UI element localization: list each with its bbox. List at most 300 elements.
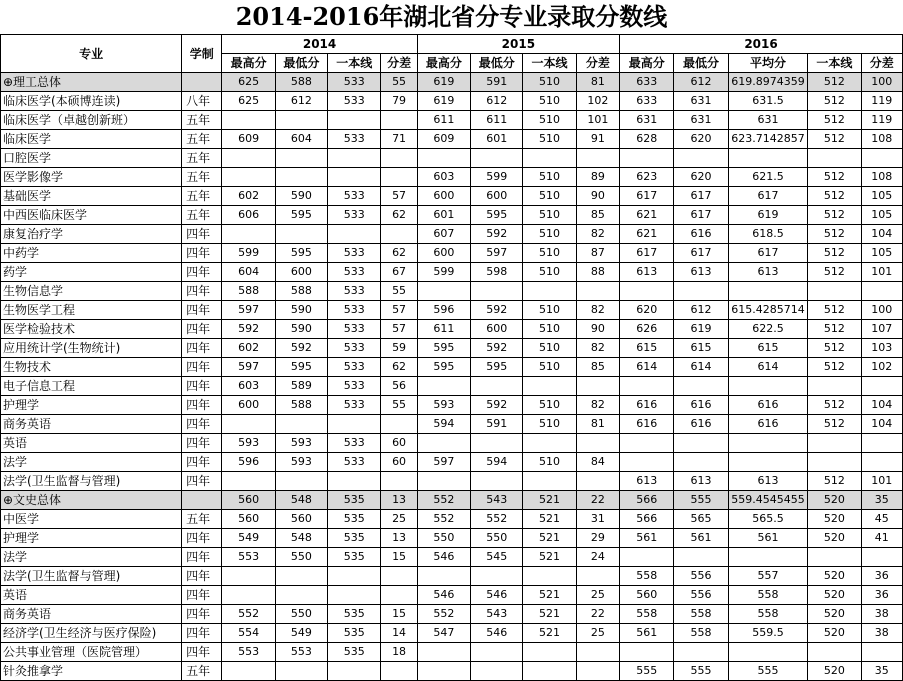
y16-min-cell <box>674 453 728 472</box>
y14-min-cell: 595 <box>275 358 327 377</box>
y14-min-cell: 588 <box>275 282 327 301</box>
y15-diff-cell: 84 <box>576 453 619 472</box>
y14-line-cell: 533 <box>328 206 381 225</box>
y15-max-cell: 546 <box>417 586 470 605</box>
y15-max-cell: 619 <box>417 92 470 111</box>
y15-max-cell: 595 <box>417 339 470 358</box>
y16-avg-cell: 613 <box>728 472 808 491</box>
y14-max-cell <box>222 567 275 586</box>
table-row <box>1 301 903 320</box>
y16-min-cell: 617 <box>674 206 728 225</box>
y14-max-cell: 549 <box>222 529 275 548</box>
y16-avg-cell: 631 <box>728 111 808 130</box>
y15-max-cell: 600 <box>417 187 470 206</box>
major-name-cell: 中药学 <box>1 244 182 263</box>
y15-min-cell <box>471 662 523 681</box>
y14-diff-cell: 55 <box>381 396 417 415</box>
y15-line-cell <box>523 434 576 453</box>
y16-line-cell: 512 <box>808 111 861 130</box>
y14-line-cell: 533 <box>328 244 381 263</box>
y16-avg-cell <box>728 453 808 472</box>
y15-min-cell: 597 <box>471 244 523 263</box>
y16-min-cell: 616 <box>674 415 728 434</box>
y14-line-cell <box>328 415 381 434</box>
y16-diff-cell: 101 <box>861 472 902 491</box>
y16-line-cell <box>808 434 861 453</box>
table-row <box>1 396 903 415</box>
y14-min-cell <box>275 168 327 187</box>
duration-cell: 四年 <box>182 320 222 339</box>
y16-min-cell: 631 <box>674 92 728 111</box>
y14-min-cell <box>275 149 327 168</box>
y16-avg-cell: 558 <box>728 586 808 605</box>
y14-line-cell: 535 <box>328 510 381 529</box>
y14-max-cell: 593 <box>222 434 275 453</box>
y14-line-cell: 533 <box>328 187 381 206</box>
y16-diff-cell: 35 <box>861 662 902 681</box>
major-name-cell: 护理学 <box>1 396 182 415</box>
y14-line-cell <box>328 567 381 586</box>
major-name-cell: 法学 <box>1 548 182 567</box>
y16-line-cell <box>808 453 861 472</box>
y15-line-cell <box>523 472 576 491</box>
major-name-cell: ⊕理工总体 <box>1 73 182 92</box>
major-name-cell: 口腔医学 <box>1 149 182 168</box>
y14-max-cell: 604 <box>222 263 275 282</box>
major-name-cell: 生物医学工程 <box>1 301 182 320</box>
y15-line-cell: 510 <box>523 244 576 263</box>
y16-max-cell <box>620 377 674 396</box>
y16-line-cell: 520 <box>808 510 861 529</box>
y16-min-cell <box>674 643 728 662</box>
y15-diff-cell: 88 <box>576 263 619 282</box>
y16-line-cell: 512 <box>808 320 861 339</box>
duration-cell: 五年 <box>182 149 222 168</box>
y15-max-cell: 596 <box>417 301 470 320</box>
table-row <box>1 320 903 339</box>
y15-diff-cell: 22 <box>576 491 619 510</box>
y15-min-cell <box>471 643 523 662</box>
y14-diff-cell: 60 <box>381 453 417 472</box>
y14-diff-cell: 15 <box>381 605 417 624</box>
y15-diff-cell: 25 <box>576 586 619 605</box>
y16-diff-cell: 108 <box>861 168 902 187</box>
y16-line-cell: 512 <box>808 225 861 244</box>
y15-diff-cell <box>576 149 619 168</box>
y15-diff-cell: 91 <box>576 130 619 149</box>
y15-max-cell: 611 <box>417 320 470 339</box>
y15-line-cell <box>523 149 576 168</box>
y16-diff-cell: 100 <box>861 301 902 320</box>
y16-max-cell: 566 <box>620 491 674 510</box>
y15-min-cell <box>471 149 523 168</box>
y14-diff-cell: 57 <box>381 187 417 206</box>
y16-max-cell: 558 <box>620 567 674 586</box>
y16-line-cell: 520 <box>808 662 861 681</box>
y16-avg-cell: 621.5 <box>728 168 808 187</box>
y16-diff-cell: 100 <box>861 73 902 92</box>
y14-max-cell <box>222 149 275 168</box>
y14-min-cell: 548 <box>275 529 327 548</box>
y14-diff-cell: 67 <box>381 263 417 282</box>
y15-diff-cell: 87 <box>576 244 619 263</box>
y16-diff-cell: 119 <box>861 92 902 111</box>
duration-cell: 四年 <box>182 263 222 282</box>
y16-max-cell: 623 <box>620 168 674 187</box>
y16-avg-cell <box>728 434 808 453</box>
y16-line-cell: 520 <box>808 491 861 510</box>
table-row <box>1 168 903 187</box>
y16-min-cell <box>674 548 728 567</box>
y16-line-cell: 512 <box>808 472 861 491</box>
y15-diff-cell <box>576 567 619 586</box>
summary-row <box>1 73 903 92</box>
header-duration: 学制 <box>182 35 222 73</box>
y14-diff-cell: 55 <box>381 282 417 301</box>
y16-min-cell: 555 <box>674 491 728 510</box>
y16-avg-cell: 565.5 <box>728 510 808 529</box>
y15-max-cell: 603 <box>417 168 470 187</box>
y15-min-cell <box>471 434 523 453</box>
y15-diff-cell <box>576 434 619 453</box>
y15-diff-cell <box>576 662 619 681</box>
major-name-cell: 临床医学 <box>1 130 182 149</box>
y14-min-cell: 590 <box>275 320 327 339</box>
y16-max-cell: 620 <box>620 301 674 320</box>
y14-min-cell: 590 <box>275 187 327 206</box>
subheader-2014-line: 一本线 <box>328 54 381 73</box>
y14-max-cell: 554 <box>222 624 275 643</box>
y15-line-cell: 521 <box>523 548 576 567</box>
duration-cell <box>182 491 222 510</box>
duration-cell: 五年 <box>182 111 222 130</box>
subheader-2014-max: 最高分 <box>222 54 275 73</box>
y14-line-cell <box>328 149 381 168</box>
y16-avg-cell: 615.4285714 <box>728 301 808 320</box>
y14-max-cell: 606 <box>222 206 275 225</box>
y16-max-cell: 613 <box>620 263 674 282</box>
y16-line-cell: 520 <box>808 605 861 624</box>
table-row <box>1 111 903 130</box>
y14-max-cell: 600 <box>222 396 275 415</box>
y14-max-cell <box>222 225 275 244</box>
y14-line-cell <box>328 168 381 187</box>
table-row <box>1 377 903 396</box>
y15-line-cell: 510 <box>523 225 576 244</box>
duration-cell: 四年 <box>182 453 222 472</box>
major-name-cell: 法学(卫生监督与管理) <box>1 472 182 491</box>
y15-max-cell: 593 <box>417 396 470 415</box>
y14-diff-cell: 18 <box>381 643 417 662</box>
y14-min-cell: 549 <box>275 624 327 643</box>
table-row <box>1 643 903 662</box>
y14-line-cell: 533 <box>328 282 381 301</box>
table-row <box>1 225 903 244</box>
summary-row <box>1 491 903 510</box>
y16-line-cell: 512 <box>808 168 861 187</box>
y16-line-cell: 512 <box>808 206 861 225</box>
y14-diff-cell: 62 <box>381 206 417 225</box>
y16-diff-cell <box>861 282 902 301</box>
y15-min-cell: 612 <box>471 92 523 111</box>
major-name-cell: 临床医学(本硕博连读) <box>1 92 182 111</box>
y16-avg-cell: 631.5 <box>728 92 808 111</box>
y15-line-cell: 521 <box>523 491 576 510</box>
y14-diff-cell <box>381 111 417 130</box>
y16-line-cell: 512 <box>808 244 861 263</box>
y14-min-cell <box>275 225 327 244</box>
y14-diff-cell: 55 <box>381 73 417 92</box>
y15-min-cell <box>471 472 523 491</box>
y15-line-cell: 510 <box>523 206 576 225</box>
y15-diff-cell: 29 <box>576 529 619 548</box>
y14-min-cell: 600 <box>275 263 327 282</box>
y14-diff-cell: 25 <box>381 510 417 529</box>
y15-diff-cell: 24 <box>576 548 619 567</box>
duration-cell: 四年 <box>182 377 222 396</box>
y16-max-cell: 621 <box>620 206 674 225</box>
y14-max-cell <box>222 662 275 681</box>
table-row <box>1 149 903 168</box>
y15-line-cell: 510 <box>523 396 576 415</box>
y14-line-cell: 533 <box>328 358 381 377</box>
y15-diff-cell: 82 <box>576 301 619 320</box>
y16-avg-cell <box>728 282 808 301</box>
y15-max-cell: 550 <box>417 529 470 548</box>
subheader-2014-min: 最低分 <box>275 54 327 73</box>
subheader-2016-line: 一本线 <box>808 54 861 73</box>
y16-min-cell: 616 <box>674 396 728 415</box>
y15-max-cell <box>417 567 470 586</box>
y16-max-cell: 614 <box>620 358 674 377</box>
duration-cell: 四年 <box>182 567 222 586</box>
y16-min-cell <box>674 282 728 301</box>
y16-max-cell <box>620 282 674 301</box>
y15-diff-cell: 81 <box>576 73 619 92</box>
major-name-cell: 公共事业管理（医院管理） <box>1 643 182 662</box>
duration-cell: 四年 <box>182 339 222 358</box>
y16-diff-cell: 102 <box>861 358 902 377</box>
y14-diff-cell: 57 <box>381 320 417 339</box>
y16-diff-cell: 45 <box>861 510 902 529</box>
y14-max-cell: 596 <box>222 453 275 472</box>
y16-max-cell <box>620 453 674 472</box>
y16-diff-cell: 105 <box>861 244 902 263</box>
y15-line-cell <box>523 567 576 586</box>
header-year-2015: 2015 <box>417 35 619 54</box>
y15-line-cell: 510 <box>523 415 576 434</box>
y14-line-cell: 533 <box>328 434 381 453</box>
y16-min-cell: 612 <box>674 301 728 320</box>
y16-min-cell: 561 <box>674 529 728 548</box>
y16-diff-cell: 105 <box>861 206 902 225</box>
y14-max-cell <box>222 111 275 130</box>
y16-max-cell <box>620 149 674 168</box>
y14-max-cell: 603 <box>222 377 275 396</box>
y16-diff-cell: 101 <box>861 263 902 282</box>
y16-min-cell: 558 <box>674 624 728 643</box>
y14-line-cell: 535 <box>328 643 381 662</box>
major-name-cell: 应用统计学(生物统计) <box>1 339 182 358</box>
table-row <box>1 130 903 149</box>
y16-line-cell: 520 <box>808 567 861 586</box>
y16-line-cell: 512 <box>808 130 861 149</box>
y16-avg-cell: 616 <box>728 396 808 415</box>
y15-diff-cell: 85 <box>576 206 619 225</box>
y16-max-cell: 561 <box>620 529 674 548</box>
y14-line-cell: 535 <box>328 529 381 548</box>
duration-cell: 四年 <box>182 358 222 377</box>
y14-diff-cell <box>381 662 417 681</box>
y14-min-cell: 592 <box>275 339 327 358</box>
y14-diff-cell: 56 <box>381 377 417 396</box>
y16-max-cell: 633 <box>620 92 674 111</box>
duration-cell: 五年 <box>182 130 222 149</box>
subheader-2015-diff: 分差 <box>576 54 619 73</box>
major-name-cell: 生物技术 <box>1 358 182 377</box>
y16-avg-cell: 616 <box>728 415 808 434</box>
y16-max-cell: 560 <box>620 586 674 605</box>
y15-diff-cell: 90 <box>576 320 619 339</box>
y16-line-cell: 512 <box>808 339 861 358</box>
y15-max-cell: 611 <box>417 111 470 130</box>
y16-max-cell: 566 <box>620 510 674 529</box>
table-body <box>1 73 903 681</box>
y14-diff-cell <box>381 415 417 434</box>
y14-max-cell: 597 <box>222 358 275 377</box>
y15-max-cell: 607 <box>417 225 470 244</box>
y15-min-cell <box>471 567 523 586</box>
y16-diff-cell: 105 <box>861 187 902 206</box>
y14-diff-cell <box>381 586 417 605</box>
y15-line-cell <box>523 377 576 396</box>
y16-min-cell: 631 <box>674 111 728 130</box>
y16-min-cell: 613 <box>674 263 728 282</box>
major-name-cell: 药学 <box>1 263 182 282</box>
y16-line-cell: 512 <box>808 73 861 92</box>
y16-min-cell: 616 <box>674 225 728 244</box>
y15-max-cell: 595 <box>417 358 470 377</box>
y15-line-cell: 510 <box>523 301 576 320</box>
y16-diff-cell <box>861 643 902 662</box>
y16-max-cell: 558 <box>620 605 674 624</box>
y16-diff-cell <box>861 434 902 453</box>
y14-line-cell: 533 <box>328 73 381 92</box>
table-row <box>1 567 903 586</box>
major-name-cell: 英语 <box>1 586 182 605</box>
y15-diff-cell: 25 <box>576 624 619 643</box>
y15-max-cell: 552 <box>417 510 470 529</box>
y15-min-cell: 594 <box>471 453 523 472</box>
y16-avg-cell: 617 <box>728 187 808 206</box>
y14-line-cell: 535 <box>328 624 381 643</box>
y14-max-cell <box>222 586 275 605</box>
y15-diff-cell: 22 <box>576 605 619 624</box>
y14-diff-cell: 71 <box>381 130 417 149</box>
y15-min-cell: 552 <box>471 510 523 529</box>
subheader-2016-max: 最高分 <box>620 54 674 73</box>
y16-min-cell: 614 <box>674 358 728 377</box>
y16-min-cell: 556 <box>674 586 728 605</box>
table-row <box>1 415 903 434</box>
y15-line-cell: 510 <box>523 263 576 282</box>
y16-min-cell: 558 <box>674 605 728 624</box>
y14-diff-cell: 13 <box>381 529 417 548</box>
y15-line-cell: 510 <box>523 73 576 92</box>
y16-avg-cell: 619 <box>728 206 808 225</box>
major-name-cell: 康复治疗学 <box>1 225 182 244</box>
y15-max-cell <box>417 662 470 681</box>
subheader-2015-min: 最低分 <box>471 54 523 73</box>
subheader-2015-max: 最高分 <box>417 54 470 73</box>
y14-line-cell: 533 <box>328 320 381 339</box>
y14-max-cell <box>222 415 275 434</box>
major-name-cell: 法学(卫生监督与管理) <box>1 567 182 586</box>
y15-diff-cell: 85 <box>576 358 619 377</box>
subheader-2015-line: 一本线 <box>523 54 576 73</box>
y14-min-cell: 589 <box>275 377 327 396</box>
duration-cell: 四年 <box>182 434 222 453</box>
y14-line-cell: 533 <box>328 339 381 358</box>
table-row <box>1 434 903 453</box>
y14-max-cell: 553 <box>222 643 275 662</box>
y15-line-cell: 510 <box>523 358 576 377</box>
y14-max-cell: 609 <box>222 130 275 149</box>
duration-cell: 五年 <box>182 187 222 206</box>
y14-max-cell <box>222 472 275 491</box>
y16-min-cell: 613 <box>674 472 728 491</box>
y15-min-cell <box>471 377 523 396</box>
y16-min-cell: 555 <box>674 662 728 681</box>
major-name-cell: 医学检验技术 <box>1 320 182 339</box>
y15-min-cell: 591 <box>471 415 523 434</box>
table-row <box>1 206 903 225</box>
y16-min-cell: 617 <box>674 187 728 206</box>
y14-diff-cell <box>381 567 417 586</box>
y16-min-cell: 565 <box>674 510 728 529</box>
y15-line-cell: 521 <box>523 624 576 643</box>
y16-max-cell: 631 <box>620 111 674 130</box>
y16-max-cell <box>620 434 674 453</box>
y16-diff-cell: 107 <box>861 320 902 339</box>
y16-line-cell: 512 <box>808 187 861 206</box>
y15-line-cell: 510 <box>523 320 576 339</box>
y16-min-cell: 556 <box>674 567 728 586</box>
y16-line-cell: 512 <box>808 358 861 377</box>
major-name-cell: 中西医临床医学 <box>1 206 182 225</box>
y16-line-cell <box>808 149 861 168</box>
y14-max-cell: 552 <box>222 605 275 624</box>
subheader-2016-min: 最低分 <box>674 54 728 73</box>
y16-min-cell: 620 <box>674 130 728 149</box>
y15-max-cell: 609 <box>417 130 470 149</box>
y15-line-cell <box>523 643 576 662</box>
y14-min-cell <box>275 567 327 586</box>
y16-max-cell: 555 <box>620 662 674 681</box>
y14-min-cell: 588 <box>275 73 327 92</box>
table-row <box>1 282 903 301</box>
y14-max-cell: 602 <box>222 187 275 206</box>
duration-cell: 四年 <box>182 605 222 624</box>
y14-min-cell <box>275 415 327 434</box>
y14-min-cell: 590 <box>275 301 327 320</box>
y15-max-cell <box>417 472 470 491</box>
major-name-cell: 临床医学（卓越创新班） <box>1 111 182 130</box>
y16-max-cell: 615 <box>620 339 674 358</box>
duration-cell: 八年 <box>182 92 222 111</box>
major-name-cell: 电子信息工程 <box>1 377 182 396</box>
y16-diff-cell <box>861 453 902 472</box>
